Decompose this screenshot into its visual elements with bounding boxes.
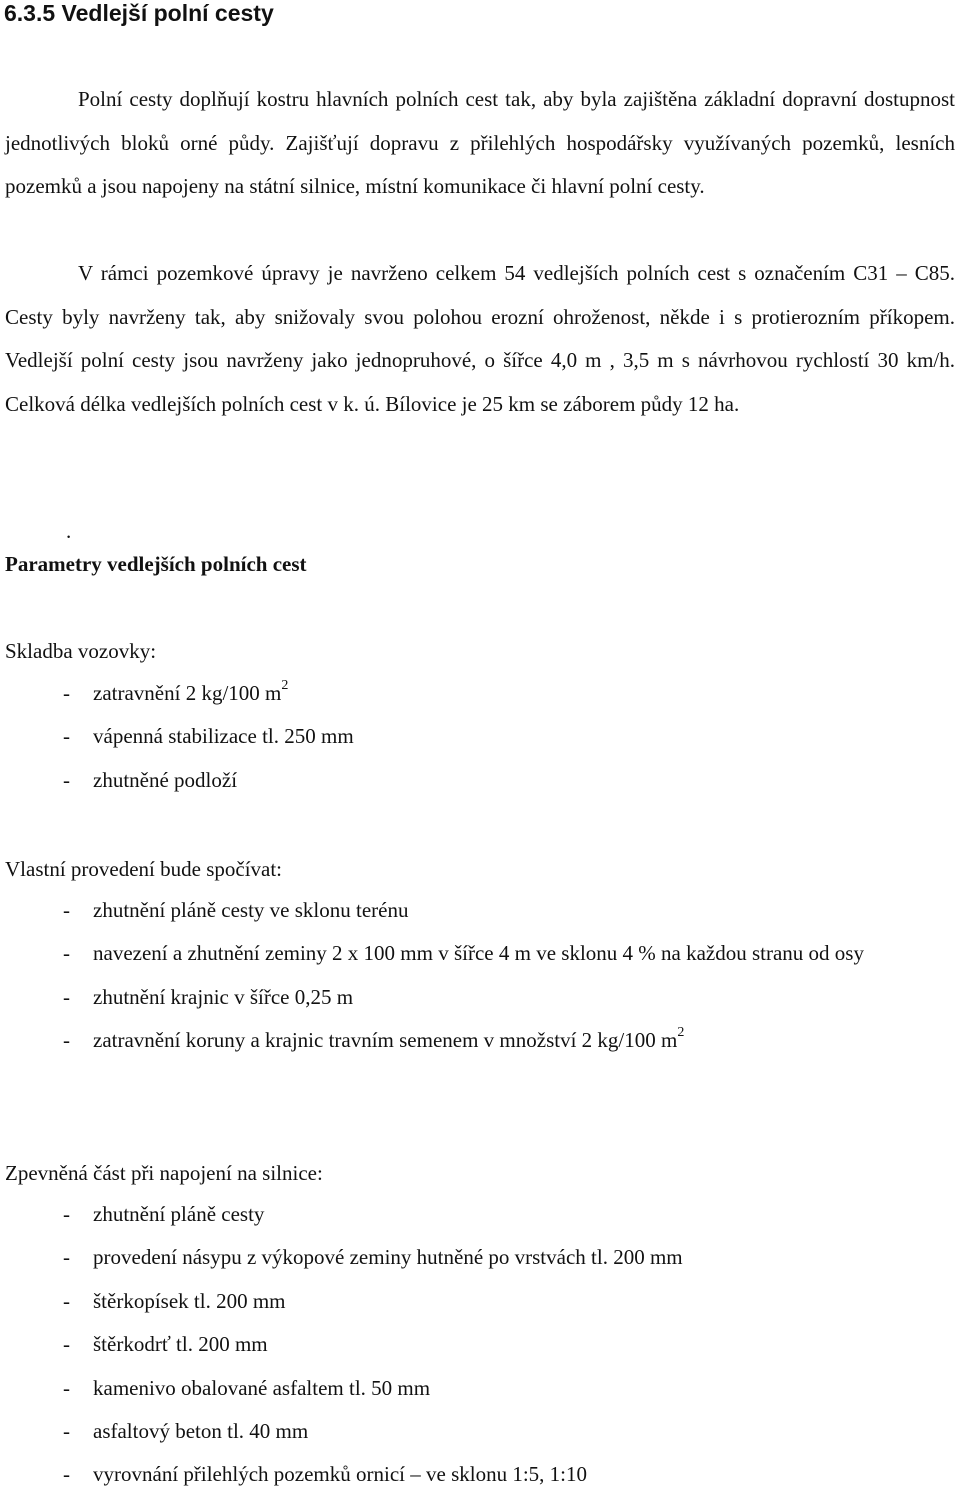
label-skladba: Skladba vozovky: <box>5 639 157 663</box>
list-zpevnena <box>0 1193 960 1497</box>
list-item <box>0 1019 960 1062</box>
list-item-text: zatravnění koruny a krajnic travním semenem v množství 2 kg/100 m <box>93 1028 678 1053</box>
list-item-text: zatravnění 2 kg/100 m <box>93 681 282 705</box>
list-item <box>0 1410 960 1453</box>
list-item <box>0 1280 960 1323</box>
list-skladba <box>0 672 960 802</box>
list-item <box>0 1367 960 1410</box>
superscript: 2 <box>677 1025 685 1041</box>
section-heading: 6.3.5 Vedlejší polní cesty <box>4 0 274 26</box>
paragraph-design: V rámci pozemkové úpravy je navrženo celkem 54 vedlejších polních cest s označením C31 – C85. Cesty byly navrženy tak, aby snižovaly svou polohou erozní ohroženost, někde i s protierozním příkopem. Vedlejší polní cesty jsou navrženy jako jednopruhové, o šířce 4,0 m , 3,5 m s návrhovou rychlostí 30 km/h. Celková délka vedlejších polních cest v k. ú. Bílovice je 25 km se záborem půdy 12 ha. <box>5 261 955 416</box>
list-item <box>0 715 960 758</box>
list-item-text: asfaltový beton tl. 40 mm <box>93 1419 309 1444</box>
list-provedeni <box>0 889 960 1063</box>
list-item <box>0 1323 960 1366</box>
list-item <box>0 672 960 715</box>
list-item <box>0 1453 960 1496</box>
list-item <box>0 932 960 975</box>
list-item <box>0 976 960 1019</box>
list-item <box>0 1193 960 1236</box>
list-item-text: kamenivo obalované asfaltem tl. 50 mm <box>93 1375 431 1400</box>
paragraph-intro: Polní cesty doplňují kostru hlavních polních cest tak, aby byla zajištěna základní dopravní dostupnost jednotlivých bloků orné půdy. Zajišťují dopravu z přilehlých hospodářsky využívaných pozemků, lesních pozemků a jsou napojeny na státní silnice, místní komunikace či hlavní polní cesty. <box>5 87 955 198</box>
list-item-text: štěrkodrť tl. 200 mm <box>93 1332 268 1357</box>
subheading-parameters: Parametry vedlejších polních cest <box>5 552 307 576</box>
list-item-text: zhutnění krajnic v šířce 0,25 m <box>93 984 354 1009</box>
list-item-text: navezení a zhutnění zeminy 2 x 100 mm v šířce 4 m ve sklonu 4 % na každou stranu od osy <box>93 941 864 966</box>
list-item-text: štěrkopísek tl. 200 mm <box>93 1288 286 1313</box>
list-item-text: vyrovnání přilehlých pozemků ornicí – ve sklonu 1:5, 1:10 <box>93 1462 587 1487</box>
label-provedeni: Vlastní provedení bude spočívat: <box>5 857 283 881</box>
list-item <box>0 759 960 802</box>
list-item <box>0 889 960 932</box>
list-item-text: provedení násypu z výkopové zeminy hutněné po vrstvách tl. 200 mm <box>93 1245 683 1270</box>
list-item-text: vápenná stabilizace tl. 250 mm <box>93 724 354 749</box>
list-item-text: zhutnění pláně cesty <box>93 1202 265 1226</box>
label-zpevnena: Zpevněná část při napojení na silnice: <box>5 1161 323 1185</box>
list-item-text: zhutněné podloží <box>93 767 238 792</box>
stray-dot: . <box>66 519 72 543</box>
list-item <box>0 1236 960 1279</box>
superscript: 2 <box>281 678 289 693</box>
list-item-text: zhutnění pláně cesty ve sklonu terénu <box>93 898 409 922</box>
